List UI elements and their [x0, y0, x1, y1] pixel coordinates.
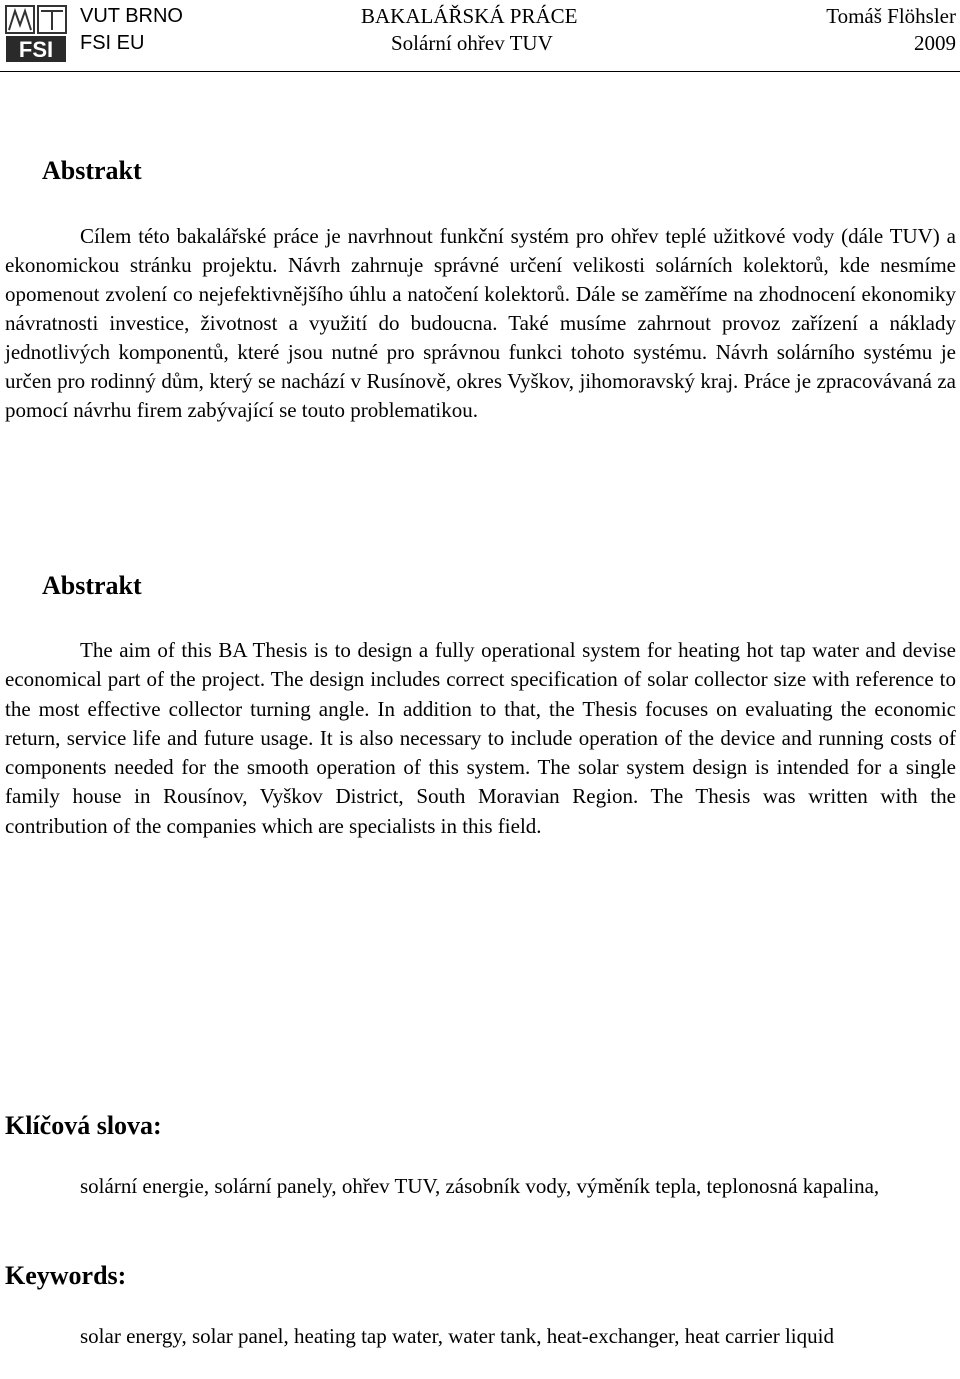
author-name: Tomáš Flöhsler [826, 4, 956, 28]
keywords-cz-text: solární energie, solární panely, ohřev TUV, zásobník vody, výměník tepla, teplonosná kapalina, [80, 1174, 880, 1198]
document-type: BAKALÁŘSKÁ PRÁCE [361, 4, 578, 28]
keywords-en-heading: Keywords: [5, 1261, 127, 1290]
institution-line1: VUT BRNO [80, 5, 183, 27]
svg-text:FSI: FSI [18, 37, 54, 62]
institution-line2: FSI EU [80, 32, 145, 54]
page-header [0, 0, 960, 72]
document-title: Solární ohřev TUV [391, 31, 553, 55]
header-rule [0, 71, 960, 72]
year: 2009 [914, 31, 956, 55]
abstract-cz-heading: Abstrakt [42, 156, 142, 185]
abstract-cz-text: Cílem této bakalářské práce je navrhnout funkční systém pro ohřev teplé užitkové vody (dále TUV) a ekonomickou stránku projektu. Návrh zahrnuje správné určení velikosti solárních kolektorů, kde nesmíme opomenout zvolení co nejefektivnějšího úhlu a natočení kolektorů. Dále se zaměříme na zhodnocení ekonomiky návratnosti investice, životnost a využití do budoucna. Také musíme zahrnout provoz zařízení a náklady jednotlivých komponentů, které jsou nutné pro správnou funkci tohoto systému. Návrh solárního systému je určen pro rodinný dům, který se nachází v Rusínově, okres Vyškov, jihomoravský kraj. Práce je zpracovávaná za pomocí návrhu firem zabývající se touto problematikou. [5, 224, 956, 422]
fsi-vut-logo-icon [3, 3, 69, 65]
abstract-en-text: The aim of this BA Thesis is to design a fully operational system for heating hot tap water and devise economical part of the project. The design includes correct specification of solar collector size with reference to the most effective collector turning angle. In addition to that, the Thesis focuses on evaluating the economic return, service life and future usage. It is also necessary to include operation of the device and running costs of components needed for the smooth operation of this system. The solar system design is intended for a single family house in Rousínov, Vyškov District, South Moravian Region. The Thesis was written with the contribution of the companies which are specialists in this field. [5, 638, 956, 838]
keywords-cz-heading: Klíčová slova: [5, 1111, 162, 1140]
abstract-en-heading: Abstrakt [42, 571, 142, 600]
keywords-en-text: solar energy, solar panel, heating tap water, water tank, heat-exchanger, heat carrier liquid [80, 1324, 834, 1348]
